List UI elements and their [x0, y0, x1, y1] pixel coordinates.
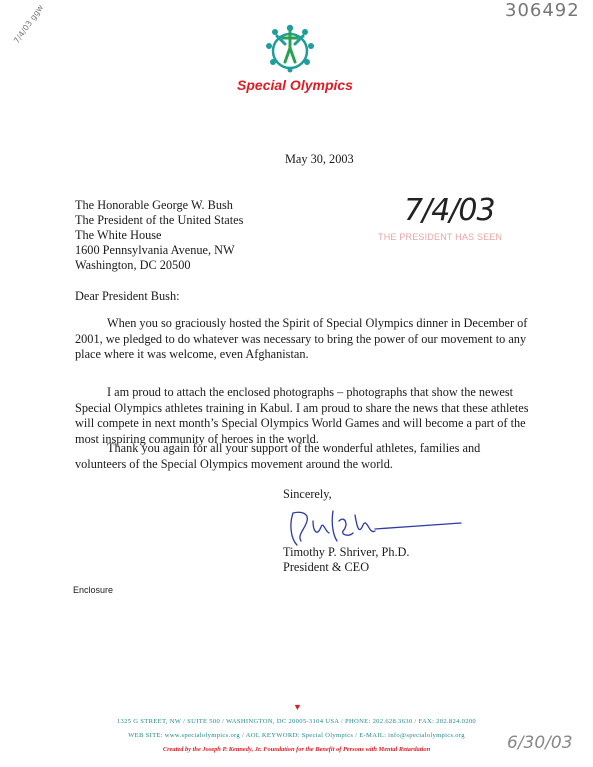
- recipient-address: [75, 198, 243, 273]
- paragraph-text: I am proud to attach the enclosed photographs – photographs that show the newest Special Olympics athletes training in Kabul. I am proud to share the news that these athletes will compete in next month’s Special Olympics World Games and will become a part of the most inspiring community of heroes in the world.: [75, 385, 529, 446]
- salutation: Dear President Bush:: [75, 289, 180, 303]
- signer-block: [283, 545, 410, 575]
- closing: Sincerely,: [283, 487, 332, 501]
- footer-address: 1325 G STREET, NW / SUITE 500 / WASHINGTON, DC 20005-3104 USA / PHONE: 202.628.3630 / FAX: 202.824.0200: [116, 718, 477, 725]
- logo-figures-icon: [255, 18, 325, 83]
- corner-handwritten-date: 6/30/03: [507, 733, 573, 753]
- address-line: The President of the United States: [75, 213, 244, 227]
- footer-foundation: Created by the Joseph P. Kennedy, Jr. Foundation for the Benefit of Persons with Mental Retardation: [162, 746, 431, 753]
- signer-title: President & CEO: [283, 560, 370, 574]
- body-paragraph: [75, 441, 530, 472]
- address-line: 1600 Pennsylvania Avenue, NW: [75, 243, 235, 257]
- paragraph-text: Thank you again for all your support of the wonderful athletes, families and volunteers of the Special Olympics movement around the world.: [75, 441, 481, 471]
- margin-note: 7/4/03 ggw: [12, 3, 46, 46]
- address-line: The White House: [75, 228, 162, 242]
- brand-name: Special Olympics: [237, 77, 353, 93]
- address-line: The Honorable George W. Bush: [75, 198, 233, 212]
- enclosure-note: Enclosure: [73, 585, 114, 595]
- letter-date: May 30, 2003: [285, 152, 354, 166]
- received-stamp: THE PRESIDENT HAS SEEN: [378, 232, 503, 242]
- paragraph-text: When you so graciously hosted the Spirit of Special Olympics dinner in December of 2001, we pledged to do whatever was necessary to bring the power of our movement to any place where it was welcome, even Afghanistan.: [75, 316, 528, 361]
- body-paragraph: [75, 385, 530, 447]
- signer-name: Timothy P. Shriver, Ph.D.: [283, 545, 410, 559]
- address-line: Washington, DC 20500: [75, 258, 191, 272]
- footer-torch-icon: ▼: [293, 702, 302, 712]
- body-paragraph: [75, 316, 530, 363]
- footer-contact: WEB SITE: www.specialolympics.org / AOL KEYWORD: Special Olympics / E-MAIL: info@specialolympics.org: [128, 732, 465, 739]
- document-number: 306492: [505, 0, 580, 21]
- special-olympics-logo: [255, 18, 325, 83]
- handwritten-stamp-date: 7/4/03: [404, 193, 495, 228]
